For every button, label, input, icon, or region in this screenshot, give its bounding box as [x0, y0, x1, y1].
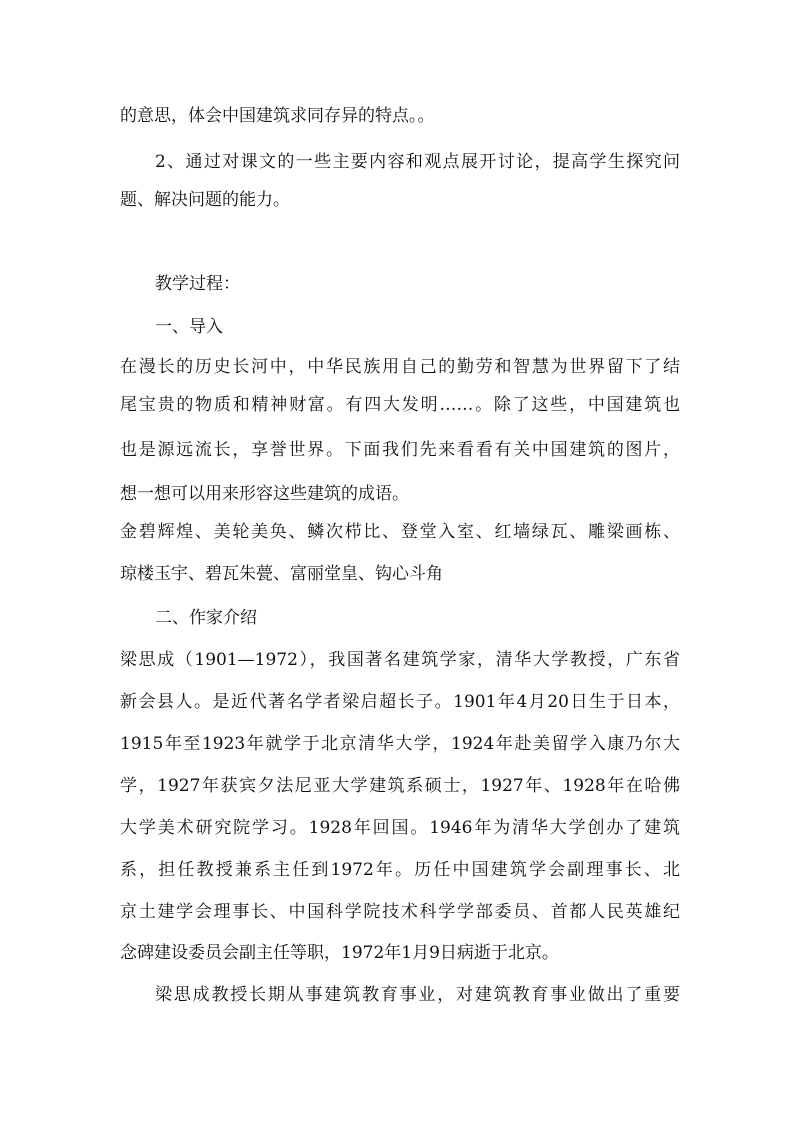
- intro-paragraph-line-2: 尾宝贵的物质和精神财富。有四大发明……。除了这些，中国建筑也: [120, 395, 680, 415]
- objective-2-line-1: 2、通过对课文的一些主要内容和观点展开讨论，提高学生探究问: [155, 152, 680, 172]
- section-heading-teaching-process: 教学过程：: [155, 274, 240, 294]
- section-heading-introduction: 一、导入: [155, 317, 223, 337]
- author-paragraph-line-8: 念碑建设委员会副主任等职，1972年1月9日病逝于北京。: [120, 943, 559, 963]
- career-paragraph-line-1: 梁思成教授长期从事建筑教育事业，对建筑教育事业做出了重要: [155, 985, 680, 1005]
- intro-paragraph-line-4: 想一想可以用来形容这些建筑的成语。: [120, 484, 409, 504]
- idioms-line-1: 金碧辉煌、美轮美奂、鳞次栉比、登堂入室、红墙绿瓦、雕梁画栋、: [120, 522, 680, 542]
- author-paragraph-line-4: 学，1927年获宾夕法尼亚大学建筑系硕士，1927年、1928年在哈佛: [120, 776, 680, 796]
- author-paragraph-line-2: 新会县人。是近代著名学者梁启超长子。1901年4月20日生于日本，: [120, 692, 680, 712]
- objective-2-line-2: 题、解决问题的能力。: [120, 190, 290, 210]
- intro-paragraph-line-1: 在漫长的历史长河中，中华民族用自己的勤劳和智慧为世界留下了结: [120, 357, 680, 377]
- idioms-line-2: 琼楼玉宇、碧瓦朱甍、富丽堂皇、钩心斗角: [120, 564, 443, 584]
- author-paragraph-line-6: 系，担任教授兼系主任到1972年。历任中国建筑学会副理事长、北: [120, 860, 680, 880]
- author-paragraph-line-5: 大学美术研究院学习。1928年回国。1946年为清华大学创办了建筑: [120, 818, 680, 838]
- section-heading-author: 二、作家介绍: [155, 608, 257, 628]
- text-line-1: 的意思，体会中国建筑求同存异的特点。。: [120, 106, 435, 126]
- intro-paragraph-line-3: 也是源远流长，享誉世界。下面我们先来看看有关中国建筑的图片，: [120, 440, 680, 460]
- author-paragraph-line-7: 京土建学会理事长、中国科学院技术科学学部委员、首都人民英雄纪: [120, 902, 680, 922]
- author-paragraph-line-1: 梁思成（1901—1972），我国著名建筑学家，清华大学教授，广东省: [120, 650, 680, 670]
- author-paragraph-line-3: 1915年至1923年就学于北京清华大学，1924年赴美留学入康乃尔大: [120, 734, 680, 754]
